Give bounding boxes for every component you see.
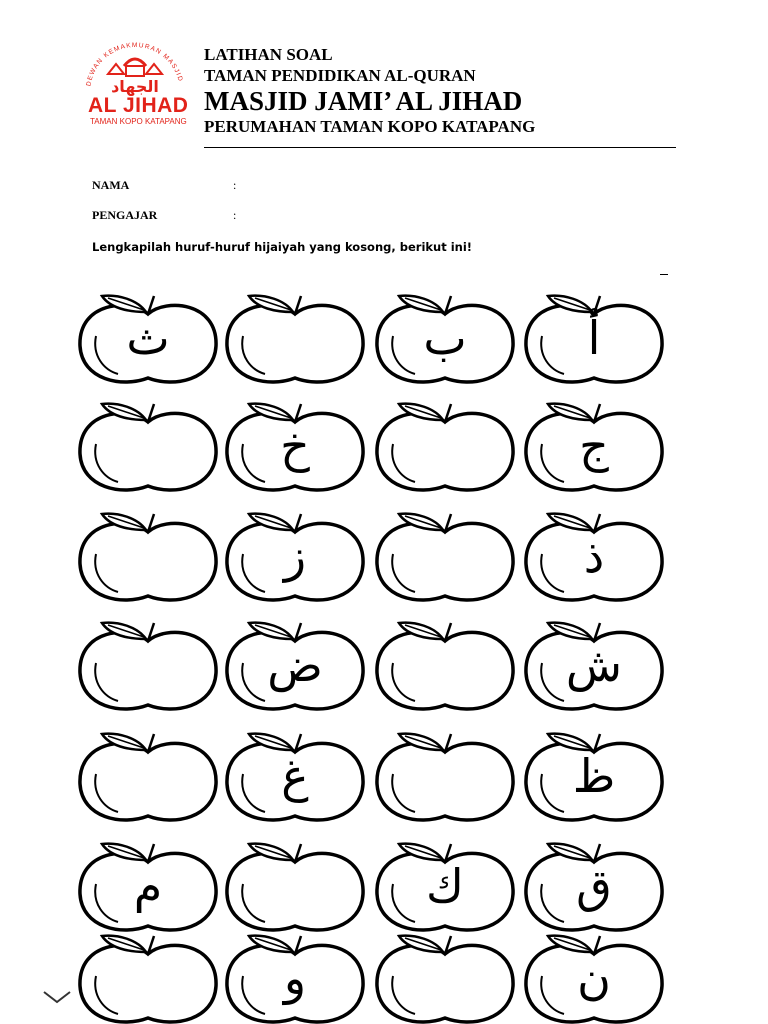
apple-outline <box>377 523 513 600</box>
apple-letter: ض <box>267 638 323 692</box>
apple-r1-c1 <box>80 296 216 382</box>
header-title: LATIHAN SOAL <box>204 45 333 64</box>
logo-name: AL JIHAD <box>88 94 189 117</box>
apple-letter: ج <box>579 419 609 473</box>
apple-r5-c3 <box>377 734 513 820</box>
apple-letter: م <box>133 859 163 913</box>
apple-r5-c4 <box>526 734 662 820</box>
logo-arc-text: DEWAN KEMAKMURAN MASJID <box>85 41 184 87</box>
chevron-down-icon[interactable] <box>42 988 72 1006</box>
apple-outline <box>377 413 513 490</box>
apple-r3-c3 <box>377 514 513 600</box>
apple-letter: ق <box>576 859 612 913</box>
header-address: PERUMAHAN TAMAN KOPO KATAPANG <box>204 117 536 136</box>
apple-letter: ث <box>126 311 170 365</box>
teacher-colon: : <box>233 208 237 222</box>
apple-r6-c2 <box>227 844 363 930</box>
apple-r7-c4 <box>526 936 662 1022</box>
apple-letter: أ <box>587 311 601 365</box>
apple-r3-c1 <box>80 514 216 600</box>
apple-letter: ب <box>423 311 467 365</box>
apple-r2-c1 <box>80 404 216 490</box>
apple-r5-c1 <box>80 734 216 820</box>
apple-r6-c3 <box>377 844 513 930</box>
apple-outline <box>377 632 513 709</box>
apple-r4-c4 <box>526 623 662 709</box>
apple-outline <box>377 945 513 1022</box>
apple-outline <box>227 305 363 382</box>
logo-arabic: الجهاد <box>111 77 159 96</box>
apple-r7-c3 <box>377 936 513 1022</box>
apple-outline <box>227 853 363 930</box>
apple-r7-c2 <box>227 936 363 1022</box>
apple-r4-c2 <box>227 623 363 709</box>
apple-r7-c1 <box>80 936 216 1022</box>
apple-r2-c3 <box>377 404 513 490</box>
apple-outline <box>80 743 216 820</box>
apple-r3-c2 <box>227 514 363 600</box>
apple-outline <box>80 632 216 709</box>
apple-letter: ك <box>426 859 464 913</box>
apple-letter: ن <box>577 951 611 1005</box>
apple-letter: غ <box>281 749 309 803</box>
apple-r1-c4 <box>526 296 662 382</box>
apple-r2-c4 <box>526 404 662 490</box>
apple-outline <box>80 945 216 1022</box>
apple-r1-c2 <box>227 296 363 382</box>
apple-r2-c2 <box>227 404 363 490</box>
apple-letter: ش <box>565 638 623 692</box>
apple-r4-c1 <box>80 623 216 709</box>
header-institution: MASJID JAMI’ AL JIHAD <box>204 86 523 116</box>
instruction-text: Lengkapilah huruf-huruf hijaiyah yang kosong, berikut ini! <box>92 240 473 254</box>
apple-letter: و <box>283 951 307 1005</box>
apple-r6-c1 <box>80 844 216 930</box>
apple-letter: خ <box>280 419 310 473</box>
apple-r4-c3 <box>377 623 513 709</box>
logo-subtitle: TAMAN KOPO KATAPANG <box>90 117 187 126</box>
name-colon: : <box>233 178 237 192</box>
name-label: NAMA <box>92 178 130 192</box>
apple-letter: ز <box>283 529 307 583</box>
apple-r3-c4 <box>526 514 662 600</box>
apple-r6-c4 <box>526 844 662 930</box>
apple-outline <box>377 743 513 820</box>
apple-letter: ظ <box>572 749 616 803</box>
apple-outline <box>80 523 216 600</box>
apple-r1-c3 <box>377 296 513 382</box>
apple-letter: ذ <box>583 529 605 583</box>
apple-outline <box>80 413 216 490</box>
apple-r5-c2 <box>227 734 363 820</box>
teacher-label: PENGAJAR <box>92 208 158 222</box>
header-subtitle: TAMAN PENDIDIKAN AL-QURAN <box>204 66 476 85</box>
